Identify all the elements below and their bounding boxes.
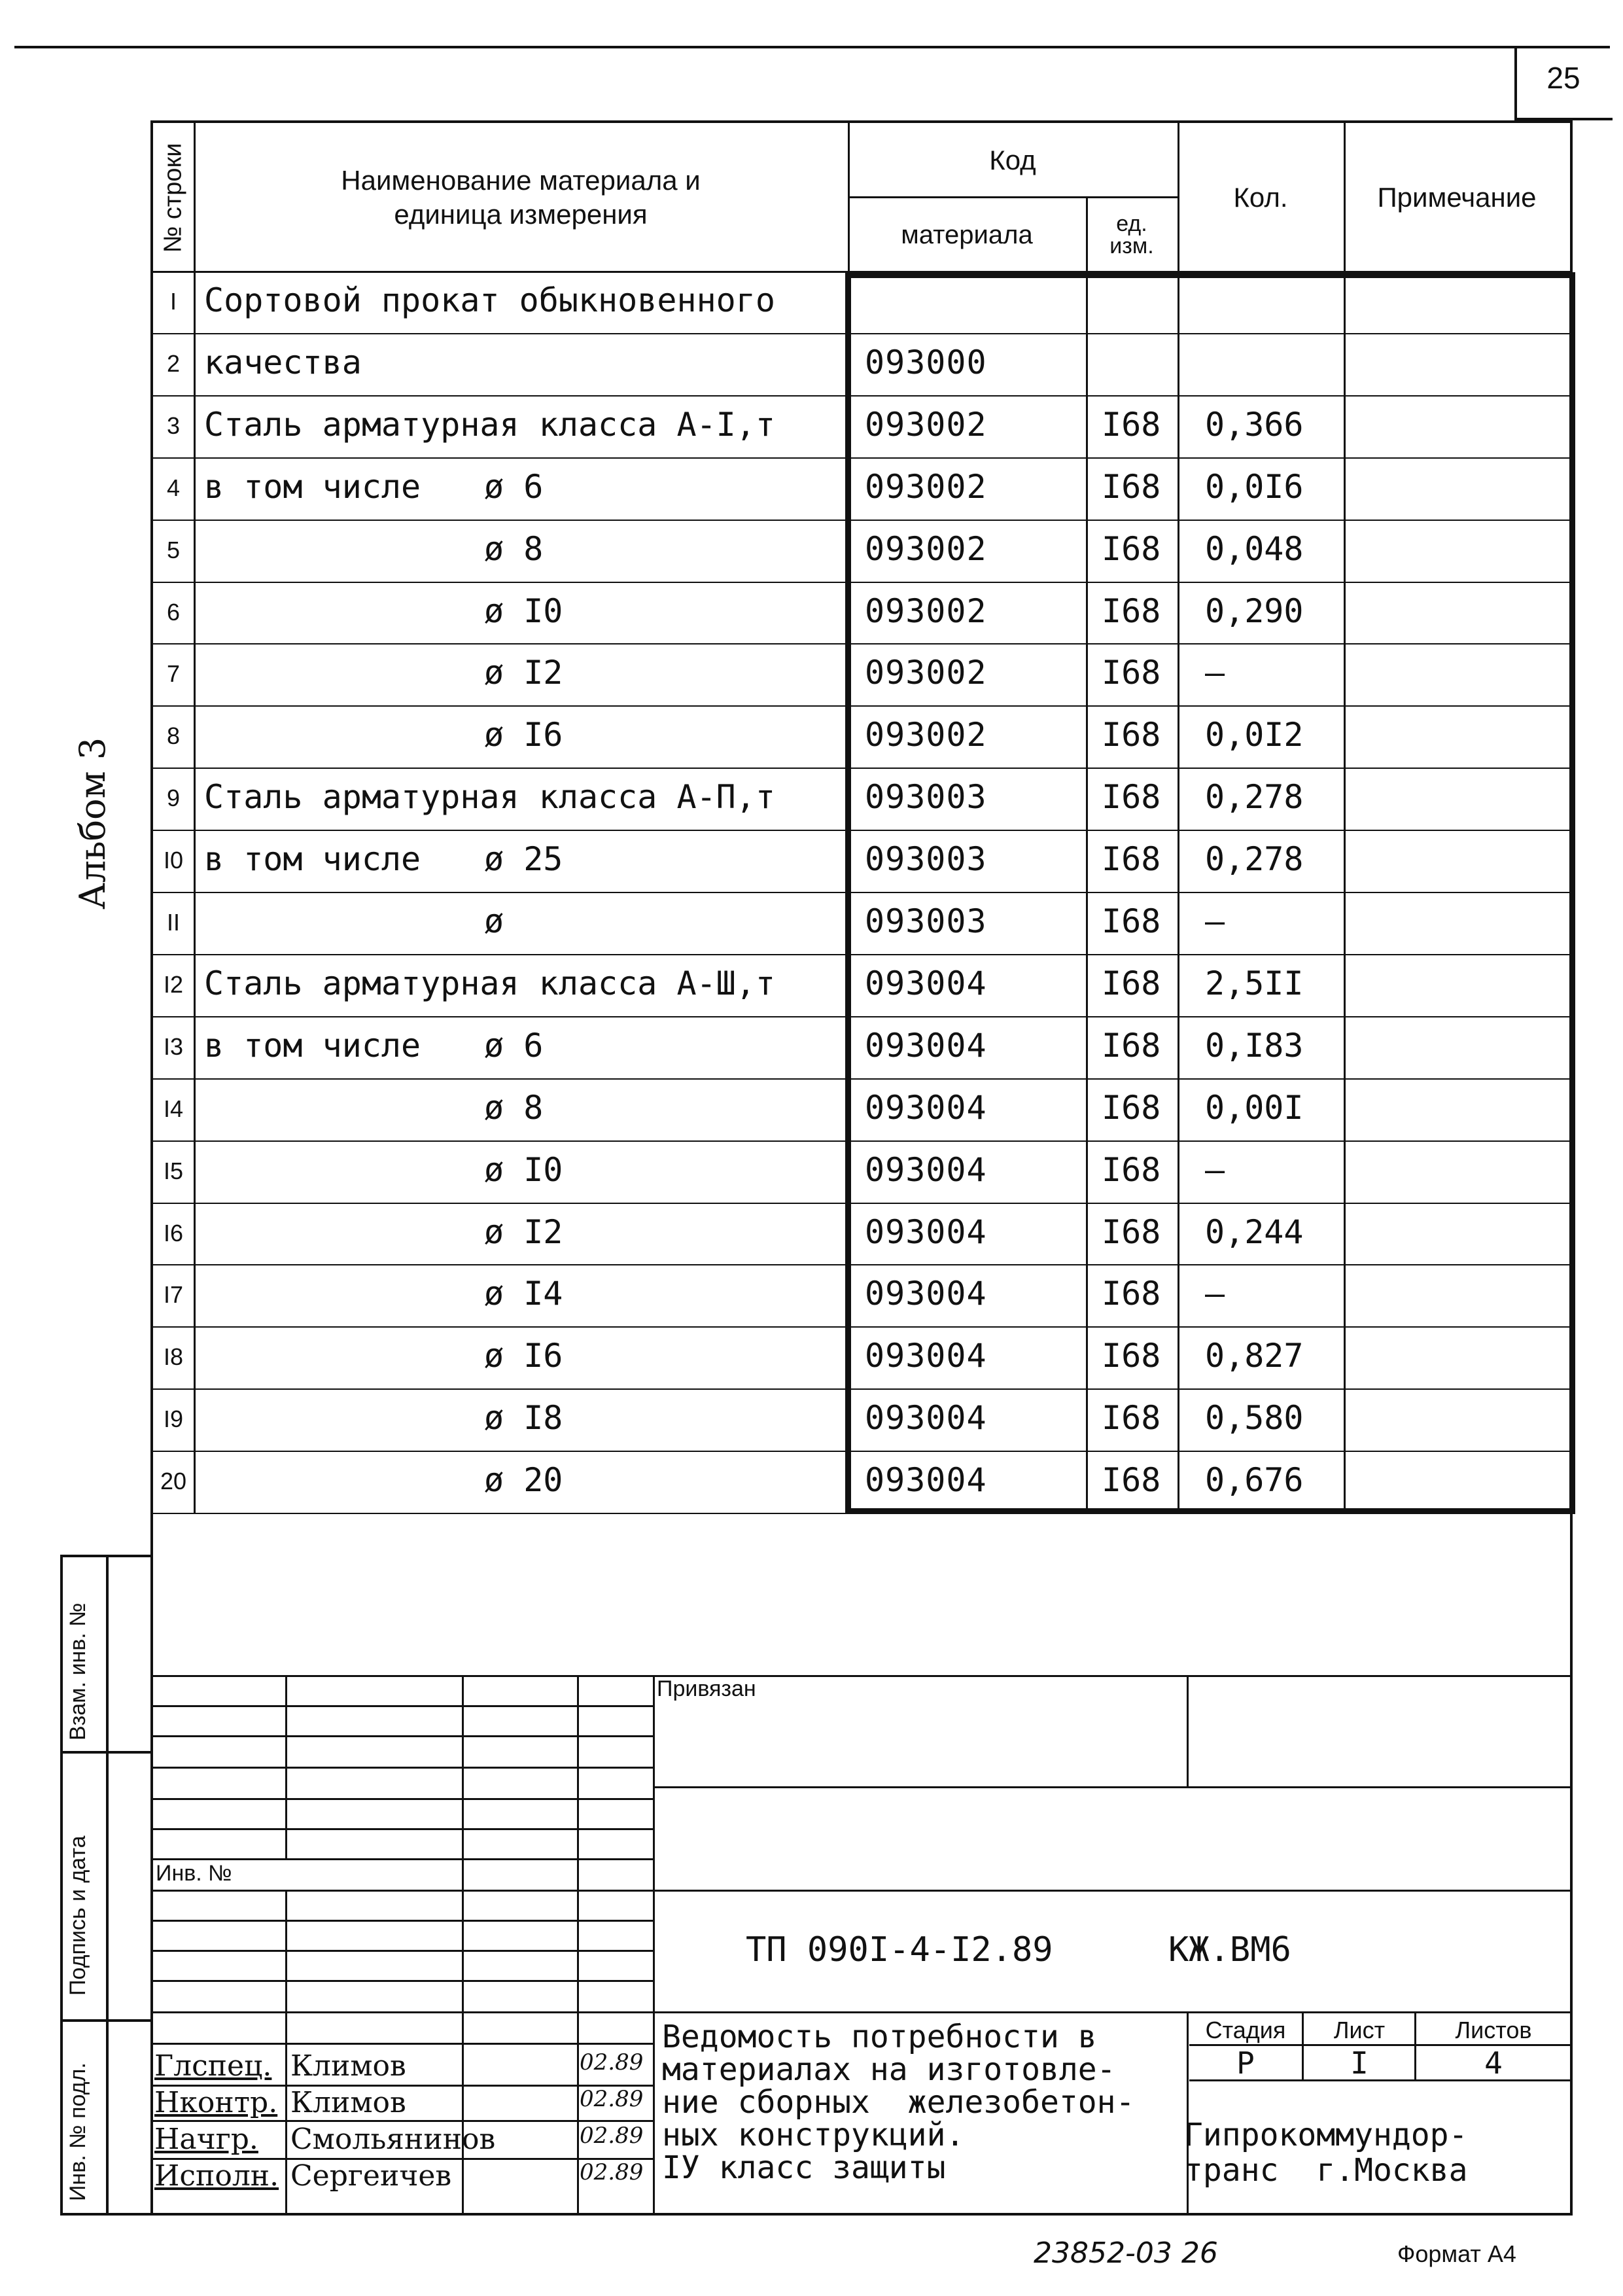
top-rule: [14, 46, 1610, 48]
row-quantity: 0,366: [1205, 405, 1304, 444]
row-line: [153, 1078, 1570, 1080]
row-quantity: –: [1205, 1150, 1225, 1189]
row-number: 7: [166, 660, 181, 688]
row-quantity: 0,244: [1205, 1212, 1304, 1251]
row-material-code: 093003: [865, 778, 987, 817]
row-line: [153, 1451, 1570, 1452]
row-material-code: 093004: [865, 964, 987, 1002]
row-line: [153, 705, 1570, 707]
row-unit-code: I68: [1102, 1337, 1161, 1375]
row-unit-code: I68: [1102, 902, 1161, 940]
row-number: I7: [163, 1281, 184, 1309]
row-line: [153, 768, 1570, 769]
row-unit-code: I68: [1102, 964, 1161, 1002]
row-material-code: 093003: [865, 902, 987, 940]
row-diameter: ø I6: [484, 716, 563, 754]
row-material-code: 093004: [865, 1399, 987, 1438]
podpis-data-label: Подпись и дата: [65, 1835, 90, 1996]
row-material-code: 093002: [865, 529, 987, 568]
row-line: [153, 520, 1570, 521]
signature-name: Сергеичев: [290, 2159, 452, 2193]
row-unit-code: I68: [1102, 405, 1161, 444]
sheets-label: Листов: [1455, 2017, 1532, 2043]
row-diameter: ø I4: [484, 1275, 563, 1313]
row-quantity: 0,048: [1205, 529, 1304, 568]
signature-date: 02.89: [580, 2123, 644, 2149]
row-number: 20: [160, 1468, 187, 1495]
row-number: 3: [166, 412, 181, 439]
header-code-split: [848, 196, 1178, 198]
row-diameter: ø I6: [484, 1337, 563, 1375]
row-material-code: 093002: [865, 592, 987, 630]
row-line: [153, 643, 1570, 645]
header-code-material: материала: [901, 220, 1033, 249]
row-number: I5: [163, 1157, 184, 1184]
frame-bottom: [150, 2213, 1573, 2216]
tb-line-privyazan: [653, 1786, 1570, 1788]
row-quantity: –: [1205, 902, 1225, 940]
row-line: [153, 830, 1570, 831]
tb-col-sheets: [1414, 2011, 1416, 2079]
row-material-code: 093004: [865, 1212, 987, 1251]
row-unit-code: I68: [1102, 1212, 1161, 1251]
tb-line-top: [153, 1675, 1570, 1677]
row-diameter: ø 8: [484, 529, 544, 568]
row-unit-code: I68: [1102, 1088, 1161, 1127]
row-line: [153, 1326, 1570, 1328]
row-number: 4: [166, 474, 181, 501]
row-number: 9: [166, 785, 181, 812]
tb-col-privyazan: [1187, 1675, 1189, 1786]
row-quantity: 0,290: [1205, 592, 1304, 630]
row-quantity: 0,0I6: [1205, 467, 1304, 506]
page-number: 25: [1546, 61, 1580, 95]
row-name: в том числе: [204, 1026, 421, 1065]
row-unit-code: I68: [1102, 467, 1161, 506]
inv-podl-label: Инв. № подл.: [65, 2062, 90, 2201]
stage-label: Стадия: [1205, 2017, 1286, 2043]
row-material-code: 093004: [865, 1275, 987, 1313]
row-name: Сталь арматурная класса А-П,т: [204, 778, 775, 817]
row-unit-code: I68: [1102, 1275, 1161, 1313]
row-name: Сталь арматурная класса А-Ш,т: [204, 964, 775, 1002]
row-quantity: 0,0I2: [1205, 716, 1304, 754]
document-code: ТП 090I-4-I2.89: [746, 1930, 1053, 1969]
sheet-value: I: [1350, 2045, 1369, 2081]
row-unit-code: I68: [1102, 529, 1161, 568]
row-material-code: 093000: [865, 343, 987, 381]
row-material-code: 093002: [865, 654, 987, 692]
row-quantity: 0,676: [1205, 1461, 1304, 1500]
row-number: II: [166, 909, 180, 936]
signature-name: Смольянинов: [290, 2123, 496, 2156]
tb-col-sheet: [1302, 2011, 1304, 2079]
row-diameter: ø: [484, 902, 504, 940]
row-diameter: ø I2: [484, 1212, 563, 1251]
row-number: I: [169, 288, 177, 315]
signature-date: 02.89: [580, 2159, 644, 2185]
tb-line-code: [153, 2011, 1570, 2013]
row-name: качества: [204, 343, 362, 381]
row-material-code: 093004: [865, 1461, 987, 1500]
tb-col-4: [653, 1675, 655, 2214]
header-row-number-text: № строки: [159, 143, 187, 253]
row-number: 6: [166, 598, 181, 626]
table-thick-border: [845, 272, 1575, 1514]
header-row-number: [153, 123, 194, 272]
header-note: Примечание: [1377, 182, 1537, 213]
row-quantity: 0,I83: [1205, 1026, 1304, 1065]
row-number: 8: [166, 722, 181, 750]
row-unit-code: I68: [1102, 840, 1161, 879]
row-material-code: 093004: [865, 1088, 987, 1127]
left-margin-line-1: [60, 1751, 153, 1754]
row-quantity: 0,278: [1205, 778, 1304, 817]
row-diameter: ø 6: [484, 1026, 544, 1065]
signature-name: Климов: [290, 2049, 406, 2083]
tb-line-inv: [153, 1890, 1570, 1892]
row-material-code: 093003: [865, 840, 987, 879]
signature-role: Глспец.: [154, 2049, 272, 2083]
tb-col-1b: [285, 1890, 287, 2214]
tb-col-3: [577, 1675, 579, 2214]
signature-role: Нконтр.: [154, 2086, 278, 2119]
row-diameter: ø I0: [484, 592, 563, 630]
row-name: в том числе: [204, 840, 421, 879]
inv-no-label: Инв. №: [156, 1861, 232, 1886]
row-diameter: ø I8: [484, 1399, 563, 1438]
row-name: Сталь арматурная класса А-I,т: [204, 405, 775, 444]
header-code: Код: [989, 145, 1036, 175]
row-unit-code: I68: [1102, 1026, 1161, 1065]
signature-name: Климов: [290, 2086, 406, 2119]
header-code-unit: ед. изм.: [1109, 211, 1154, 258]
row-unit-code: I68: [1102, 1399, 1161, 1438]
format-label: Формат А4: [1397, 2240, 1516, 2267]
row-line: [153, 954, 1570, 955]
album-label: Альбом 3: [72, 737, 113, 910]
row-unit-code: I68: [1102, 1150, 1161, 1189]
row-line: [153, 1140, 1570, 1142]
row-material-code: 093004: [865, 1150, 987, 1189]
signature-role: Начгр.: [154, 2123, 258, 2156]
row-number: I6: [163, 1219, 184, 1246]
row-quantity: 0,278: [1205, 840, 1304, 879]
row-quantity: 0,00I: [1205, 1088, 1304, 1127]
row-material-code: 093002: [865, 467, 987, 506]
row-number: 2: [166, 349, 181, 377]
privyazan-label: Привязан: [657, 1676, 756, 1701]
left-margin-divider: [106, 1555, 109, 2216]
signature-date: 02.89: [580, 2086, 644, 2112]
row-line: [153, 1203, 1570, 1204]
header-name: Наименование материала и единица измерения: [341, 165, 701, 230]
tb-col-1a: [285, 1675, 287, 1858]
row-number: I0: [163, 847, 184, 874]
col-line-num: [194, 123, 196, 1514]
row-number: I8: [163, 1343, 184, 1371]
row-diameter: ø 8: [484, 1088, 544, 1127]
row-material-code: 093004: [865, 1337, 987, 1375]
row-material-code: 093002: [865, 405, 987, 444]
header-quantity: Кол.: [1233, 182, 1288, 213]
row-diameter: ø I0: [484, 1150, 563, 1189]
row-line: [153, 457, 1570, 459]
sheet-label: Лист: [1333, 2017, 1386, 2043]
stage-value: Р: [1236, 2045, 1255, 2081]
row-line: [153, 1016, 1570, 1017]
row-number: 5: [166, 536, 181, 563]
left-margin-line-2: [60, 2019, 153, 2022]
row-quantity: –: [1205, 654, 1225, 692]
sheets-value: 4: [1484, 2045, 1503, 2081]
row-quantity: –: [1205, 1275, 1225, 1313]
row-unit-code: I68: [1102, 778, 1161, 817]
vzam-inv-label: Взам. инв. №: [65, 1602, 90, 1740]
row-unit-code: I68: [1102, 592, 1161, 630]
row-diameter: ø I2: [484, 654, 563, 692]
row-diameter: ø 20: [484, 1461, 563, 1500]
row-name: Сортовой прокат обыкновенного: [204, 281, 775, 319]
row-diameter: ø 6: [484, 467, 544, 506]
row-line: [153, 582, 1570, 583]
row-unit-code: I68: [1102, 716, 1161, 754]
row-unit-code: I68: [1102, 654, 1161, 692]
row-quantity: 2,5II: [1205, 964, 1304, 1002]
row-number: I3: [163, 1033, 184, 1060]
signature-date: 02.89: [580, 2049, 644, 2075]
row-material-code: 093002: [865, 716, 987, 754]
row-line: [153, 333, 1570, 334]
row-line: [153, 892, 1570, 893]
organization: Гипрокоммундор- транс г.Москва: [1184, 2117, 1468, 2189]
stamp-number: 23852-03 26: [1034, 2236, 1218, 2270]
row-number: I2: [163, 970, 184, 998]
row-name: в том числе: [204, 467, 421, 506]
row-quantity: 0,580: [1205, 1399, 1304, 1438]
row-line: [153, 1264, 1570, 1265]
row-number: I4: [163, 1095, 184, 1122]
row-quantity: 0,827: [1205, 1337, 1304, 1375]
row-diameter: ø 25: [484, 840, 563, 879]
row-line: [153, 395, 1570, 397]
signature-role: Исполн.: [154, 2159, 279, 2193]
document-code-suffix: КЖ.ВМ6: [1168, 1930, 1291, 1969]
row-line: [153, 1388, 1570, 1390]
row-material-code: 093004: [865, 1026, 987, 1065]
document-title: Ведомость потребности в материалах на изготовле- ние сборных железобетон- ных конструкций. IУ класс защиты: [662, 2019, 1135, 2186]
row-number: I9: [163, 1405, 184, 1433]
row-unit-code: I68: [1102, 1461, 1161, 1500]
row-line: [153, 1513, 1570, 1514]
